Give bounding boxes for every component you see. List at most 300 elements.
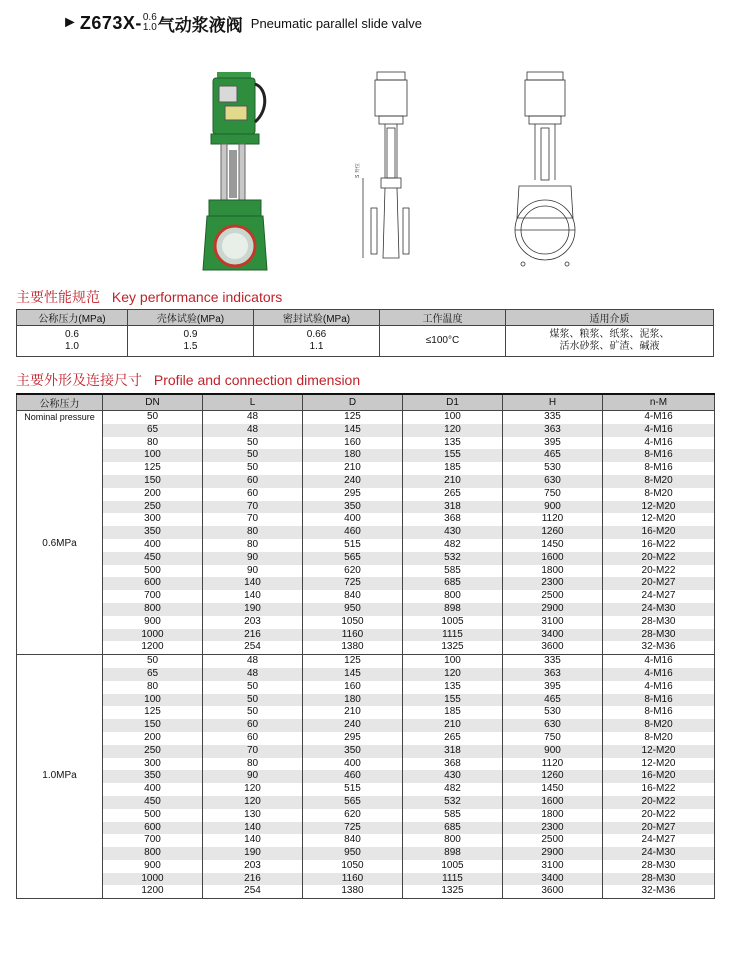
dimension-section-title — [16, 370, 368, 390]
table-cell: 900 — [103, 616, 203, 629]
dimension-title-en: Profile and connection dimension — [153, 372, 361, 388]
table-row — [17, 539, 715, 552]
table-cell: 90 — [203, 565, 303, 578]
table-cell: 430 — [403, 770, 503, 783]
table-cell: 1005 — [403, 616, 503, 629]
table-cell: 240 — [303, 475, 403, 488]
table-cell: 50 — [203, 462, 303, 475]
table-row — [17, 488, 715, 501]
table-cell: 12-M20 — [603, 501, 715, 514]
table-row — [17, 629, 715, 642]
table-cell: 400 — [303, 513, 403, 526]
table-cell: 620 — [303, 809, 403, 822]
table-cell: 8-M20 — [603, 475, 715, 488]
dimension-title-cn: 主要外形及连接尺寸 — [16, 372, 142, 388]
table-cell: 100 — [103, 449, 203, 462]
table-cell: 1160 — [303, 873, 403, 886]
table-cell: 28-M30 — [603, 629, 715, 642]
table-cell: 50 — [103, 655, 203, 668]
table-cell: 60 — [203, 732, 303, 745]
table-cell: 28-M30 — [603, 873, 715, 886]
table-cell: 530 — [503, 706, 603, 719]
table-cell: 450 — [103, 796, 203, 809]
table-cell: 12-M20 — [603, 758, 715, 771]
table-cell: 1115 — [403, 873, 503, 886]
table-cell: 140 — [203, 577, 303, 590]
table-cell: 1200 — [103, 885, 203, 898]
table-cell: 16-M22 — [603, 539, 715, 552]
col-d1: D1 — [403, 394, 503, 411]
table-row — [17, 552, 715, 565]
table-cell: 460 — [303, 770, 403, 783]
table-cell: 160 — [303, 437, 403, 450]
table-cell: 120 — [403, 424, 503, 437]
fraction-bottom: 1.0 — [142, 22, 157, 33]
table-row — [17, 501, 715, 514]
seal-test-values: 0.66 1.1 — [254, 326, 380, 357]
table-row — [17, 822, 715, 835]
table-cell: 28-M30 — [603, 616, 715, 629]
table-cell: 585 — [403, 809, 503, 822]
table-row — [17, 526, 715, 539]
pressure-group-label: 0.6MPa — [42, 538, 77, 549]
table-cell: 600 — [103, 577, 203, 590]
table-cell: 8-M20 — [603, 488, 715, 501]
table-row — [17, 694, 715, 707]
table-cell: 898 — [403, 847, 503, 860]
table-cell: 4-M16 — [603, 411, 715, 424]
table-cell: 48 — [203, 411, 303, 424]
table-cell: 20-M27 — [603, 822, 715, 835]
table-row — [17, 873, 715, 886]
table-cell: 368 — [403, 513, 503, 526]
table-cell: 20-M22 — [603, 565, 715, 578]
table-cell: 532 — [403, 552, 503, 565]
table-cell: 180 — [303, 449, 403, 462]
table-cell: 50 — [203, 449, 303, 462]
table-cell: 4-M16 — [603, 681, 715, 694]
table-cell: 363 — [503, 424, 603, 437]
title-english: Pneumatic parallel slide valve — [250, 15, 423, 31]
side-view-drawing — [355, 68, 425, 268]
table-row — [17, 885, 715, 898]
table-cell: 50 — [203, 681, 303, 694]
table-row — [17, 834, 715, 847]
table-cell: 265 — [403, 732, 503, 745]
table-cell: 65 — [103, 424, 203, 437]
table-row — [17, 641, 715, 654]
table-cell: 70 — [203, 513, 303, 526]
table-cell: 2300 — [503, 822, 603, 835]
col-nominal-pressure: 公称压力 — [17, 394, 103, 411]
table-cell: 532 — [403, 796, 503, 809]
col-l: L — [203, 394, 303, 411]
table-cell: 70 — [203, 745, 303, 758]
table-cell: 1450 — [503, 783, 603, 796]
table-cell: 190 — [203, 847, 303, 860]
table-row — [17, 860, 715, 873]
table-cell: 800 — [103, 603, 203, 616]
table-cell: 295 — [303, 732, 403, 745]
dimension-table — [16, 393, 715, 899]
pressure-group-cell — [17, 411, 103, 655]
table-cell: 800 — [403, 834, 503, 847]
table-cell: 16-M22 — [603, 783, 715, 796]
table-cell: 125 — [103, 462, 203, 475]
table-row — [17, 770, 715, 783]
table-cell: 265 — [403, 488, 503, 501]
table-cell: 4-M16 — [603, 655, 715, 668]
table-cell: 900 — [103, 860, 203, 873]
table-cell: 1000 — [103, 873, 203, 886]
table-cell: 210 — [303, 462, 403, 475]
table-cell: 700 — [103, 590, 203, 603]
table-cell: 482 — [403, 539, 503, 552]
table-cell: 1450 — [503, 539, 603, 552]
table-cell: 125 — [303, 655, 403, 668]
table-cell: 3100 — [503, 860, 603, 873]
table-cell: 840 — [303, 590, 403, 603]
pressure-fraction — [143, 13, 157, 33]
table-cell: 240 — [303, 719, 403, 732]
table-cell: 8-M16 — [603, 449, 715, 462]
table-cell: 254 — [203, 641, 303, 654]
table-cell: 200 — [103, 732, 203, 745]
page-title — [62, 8, 422, 38]
table-cell: 4-M16 — [603, 437, 715, 450]
table-cell: 185 — [403, 706, 503, 719]
table-cell: 350 — [303, 501, 403, 514]
table-cell: 395 — [503, 437, 603, 450]
table-cell: 120 — [203, 783, 303, 796]
table-cell: 4-M16 — [603, 424, 715, 437]
table-cell: 12-M20 — [603, 513, 715, 526]
col-shell-test: 壳体试验(MPa) — [128, 310, 254, 326]
table-cell: 515 — [303, 783, 403, 796]
table-cell: 318 — [403, 501, 503, 514]
table-cell: 460 — [303, 526, 403, 539]
table-cell: 203 — [203, 616, 303, 629]
table-cell: 210 — [403, 475, 503, 488]
table-row — [17, 847, 715, 860]
table-row — [17, 411, 715, 424]
table-cell: 725 — [303, 577, 403, 590]
table-cell: 100 — [103, 694, 203, 707]
table-cell: 465 — [503, 694, 603, 707]
table-cell: 368 — [403, 758, 503, 771]
table-cell: 335 — [503, 411, 603, 424]
table-cell: 90 — [203, 552, 303, 565]
table-row — [17, 462, 715, 475]
table-cell: 24-M30 — [603, 603, 715, 616]
table-cell: 1115 — [403, 629, 503, 642]
table-cell: 155 — [403, 449, 503, 462]
table-cell: 1600 — [503, 796, 603, 809]
table-cell: 24-M27 — [603, 834, 715, 847]
table-cell: 565 — [303, 796, 403, 809]
table-cell: 630 — [503, 475, 603, 488]
col-pressure: 公称压力(MPa) — [17, 310, 128, 326]
table-cell: 840 — [303, 834, 403, 847]
table-cell: 3600 — [503, 641, 603, 654]
table-cell: 620 — [303, 565, 403, 578]
table-cell: 950 — [303, 603, 403, 616]
col-h: H — [503, 394, 603, 411]
table-cell: 60 — [203, 475, 303, 488]
table-cell: 12-M20 — [603, 745, 715, 758]
table-cell: 1380 — [303, 641, 403, 654]
table-cell: 1000 — [103, 629, 203, 642]
table-cell: 80 — [103, 437, 203, 450]
temperature-value: ≤100°C — [380, 326, 506, 357]
col-n-m: n-M — [603, 394, 715, 411]
pressure-group-label: 1.0MPa — [42, 770, 77, 782]
table-cell: 20-M22 — [603, 796, 715, 809]
model-code: Z673X- — [79, 12, 142, 33]
table-cell: 16-M20 — [603, 526, 715, 539]
table-cell: 80 — [203, 539, 303, 552]
table-cell: 1120 — [503, 758, 603, 771]
table-cell: 200 — [103, 488, 203, 501]
table-row — [17, 437, 715, 450]
pressure-group-cell — [17, 655, 103, 899]
table-cell: 725 — [303, 822, 403, 835]
table-cell: 80 — [203, 526, 303, 539]
table-cell: 450 — [103, 552, 203, 565]
table-cell: 1260 — [503, 770, 603, 783]
table-cell: 685 — [403, 822, 503, 835]
table-cell: 2500 — [503, 590, 603, 603]
table-cell: 32-M36 — [603, 641, 715, 654]
table-cell: 48 — [203, 668, 303, 681]
title-chinese: 气动浆液阀 — [157, 15, 243, 35]
table-cell: 1200 — [103, 641, 203, 654]
table-cell: 254 — [203, 885, 303, 898]
table-cell: 750 — [503, 488, 603, 501]
col-seal-test: 密封试验(MPa) — [254, 310, 380, 326]
col-temperature: 工作温度 — [380, 310, 506, 326]
table-row — [17, 719, 715, 732]
table-row — [17, 513, 715, 526]
table-row — [17, 668, 715, 681]
table-cell: 3600 — [503, 885, 603, 898]
table-cell: 300 — [103, 513, 203, 526]
table-row — [17, 655, 715, 668]
pressure-values: 0.6 1.0 — [17, 326, 128, 357]
table-row — [17, 745, 715, 758]
table-row — [17, 681, 715, 694]
table-cell: 350 — [103, 526, 203, 539]
table-cell: 395 — [503, 681, 603, 694]
table-row — [17, 449, 715, 462]
table-cell: 685 — [403, 577, 503, 590]
table-cell: 250 — [103, 745, 203, 758]
table-cell: 700 — [103, 834, 203, 847]
table-cell: 80 — [203, 758, 303, 771]
table-cell: 4-M16 — [603, 668, 715, 681]
table-cell: 50 — [203, 694, 303, 707]
table-cell: 350 — [103, 770, 203, 783]
table-cell: 482 — [403, 783, 503, 796]
table-row — [17, 565, 715, 578]
table-cell: 465 — [503, 449, 603, 462]
performance-header-row — [17, 310, 714, 326]
table-cell: 185 — [403, 462, 503, 475]
table-cell: 585 — [403, 565, 503, 578]
table-cell: 750 — [503, 732, 603, 745]
table-cell: 203 — [203, 860, 303, 873]
table-cell: 3100 — [503, 616, 603, 629]
table-cell: 630 — [503, 719, 603, 732]
table-cell: 125 — [303, 411, 403, 424]
table-cell: 20-M22 — [603, 809, 715, 822]
table-cell: 950 — [303, 847, 403, 860]
table-cell: 216 — [203, 873, 303, 886]
table-cell: 430 — [403, 526, 503, 539]
table-cell: 20-M22 — [603, 552, 715, 565]
table-cell: 125 — [103, 706, 203, 719]
performance-section-title — [16, 287, 290, 307]
table-cell: 2900 — [503, 847, 603, 860]
table-cell: 1050 — [303, 616, 403, 629]
table-cell: 1120 — [503, 513, 603, 526]
table-cell: 20-M27 — [603, 577, 715, 590]
table-cell: 120 — [403, 668, 503, 681]
table-row — [17, 809, 715, 822]
table-row — [17, 590, 715, 603]
col-dn: DN — [103, 394, 203, 411]
performance-table — [16, 309, 714, 357]
table-cell: 150 — [103, 719, 203, 732]
table-cell: 50 — [203, 437, 303, 450]
table-cell: 363 — [503, 668, 603, 681]
table-row — [17, 796, 715, 809]
table-cell: 530 — [503, 462, 603, 475]
table-cell: 295 — [303, 488, 403, 501]
table-cell: 318 — [403, 745, 503, 758]
table-cell: 1050 — [303, 860, 403, 873]
table-cell: 1600 — [503, 552, 603, 565]
table-row — [17, 577, 715, 590]
valve-photo — [195, 70, 285, 275]
table-cell: 50 — [203, 706, 303, 719]
table-cell: 140 — [203, 590, 303, 603]
table-cell: 120 — [203, 796, 303, 809]
col-d: D — [303, 394, 403, 411]
table-row — [17, 616, 715, 629]
table-row — [17, 758, 715, 771]
table-cell: 180 — [303, 694, 403, 707]
table-cell: 70 — [203, 501, 303, 514]
table-row — [17, 424, 715, 437]
table-cell: 1325 — [403, 885, 503, 898]
table-cell: 210 — [403, 719, 503, 732]
table-cell: 1260 — [503, 526, 603, 539]
table-cell: 250 — [103, 501, 203, 514]
performance-row — [17, 326, 714, 357]
table-cell: 60 — [203, 488, 303, 501]
table-cell: 48 — [203, 424, 303, 437]
table-cell: 65 — [103, 668, 203, 681]
table-row — [17, 706, 715, 719]
arrow-icon: ► — [62, 14, 78, 31]
table-row — [17, 732, 715, 745]
product-figures — [0, 60, 730, 275]
table-cell: 8-M16 — [603, 462, 715, 475]
table-cell: 100 — [403, 411, 503, 424]
table-cell: 2300 — [503, 577, 603, 590]
table-cell: 300 — [103, 758, 203, 771]
table-cell: 145 — [303, 424, 403, 437]
table-cell: 2900 — [503, 603, 603, 616]
table-cell: 90 — [203, 770, 303, 783]
media-value: 煤浆、粮浆、纸浆、泥浆、 活水砂浆、矿渣、碱液 — [506, 326, 714, 357]
table-cell: 8-M16 — [603, 706, 715, 719]
table-cell: 500 — [103, 565, 203, 578]
table-cell: 190 — [203, 603, 303, 616]
table-cell: 60 — [203, 719, 303, 732]
front-view-drawing — [505, 68, 585, 273]
table-cell: 50 — [103, 411, 203, 424]
table-cell: 24-M30 — [603, 847, 715, 860]
table-cell: 500 — [103, 809, 203, 822]
table-cell: 155 — [403, 694, 503, 707]
dimension-header-row — [17, 394, 715, 411]
table-cell: 2500 — [503, 834, 603, 847]
table-cell: 80 — [103, 681, 203, 694]
table-cell: 8-M20 — [603, 732, 715, 745]
nominal-pressure-subheader: Nominal pressure — [24, 412, 95, 422]
table-cell: 1005 — [403, 860, 503, 873]
table-cell: 8-M16 — [603, 694, 715, 707]
table-cell: 1325 — [403, 641, 503, 654]
table-cell: 140 — [203, 834, 303, 847]
table-cell: 800 — [403, 590, 503, 603]
table-cell: 400 — [103, 783, 203, 796]
table-cell: 600 — [103, 822, 203, 835]
table-cell: 3400 — [503, 629, 603, 642]
table-cell: 135 — [403, 681, 503, 694]
table-cell: 565 — [303, 552, 403, 565]
table-cell: 28-M30 — [603, 860, 715, 873]
table-cell: 150 — [103, 475, 203, 488]
table-cell: 800 — [103, 847, 203, 860]
fraction-top: 0.6 — [142, 12, 157, 23]
table-cell: 216 — [203, 629, 303, 642]
table-cell: 16-M20 — [603, 770, 715, 783]
table-cell: 900 — [503, 745, 603, 758]
performance-title-en: Key performance indicators — [111, 289, 283, 305]
table-cell: 210 — [303, 706, 403, 719]
table-cell: 48 — [203, 655, 303, 668]
table-cell: 335 — [503, 655, 603, 668]
table-cell: 32-M36 — [603, 885, 715, 898]
col-media: 适用介质 — [506, 310, 714, 326]
table-cell: 130 — [203, 809, 303, 822]
table-cell: 1160 — [303, 629, 403, 642]
table-cell: 400 — [303, 758, 403, 771]
table-cell: 1800 — [503, 565, 603, 578]
table-cell: 900 — [503, 501, 603, 514]
table-cell: 24-M27 — [603, 590, 715, 603]
table-cell: 400 — [103, 539, 203, 552]
table-cell: 145 — [303, 668, 403, 681]
table-cell: 350 — [303, 745, 403, 758]
table-cell: 898 — [403, 603, 503, 616]
shell-test-values: 0.9 1.5 — [128, 326, 254, 357]
table-cell: 3400 — [503, 873, 603, 886]
dimension-label: S 开位 — [355, 163, 361, 178]
